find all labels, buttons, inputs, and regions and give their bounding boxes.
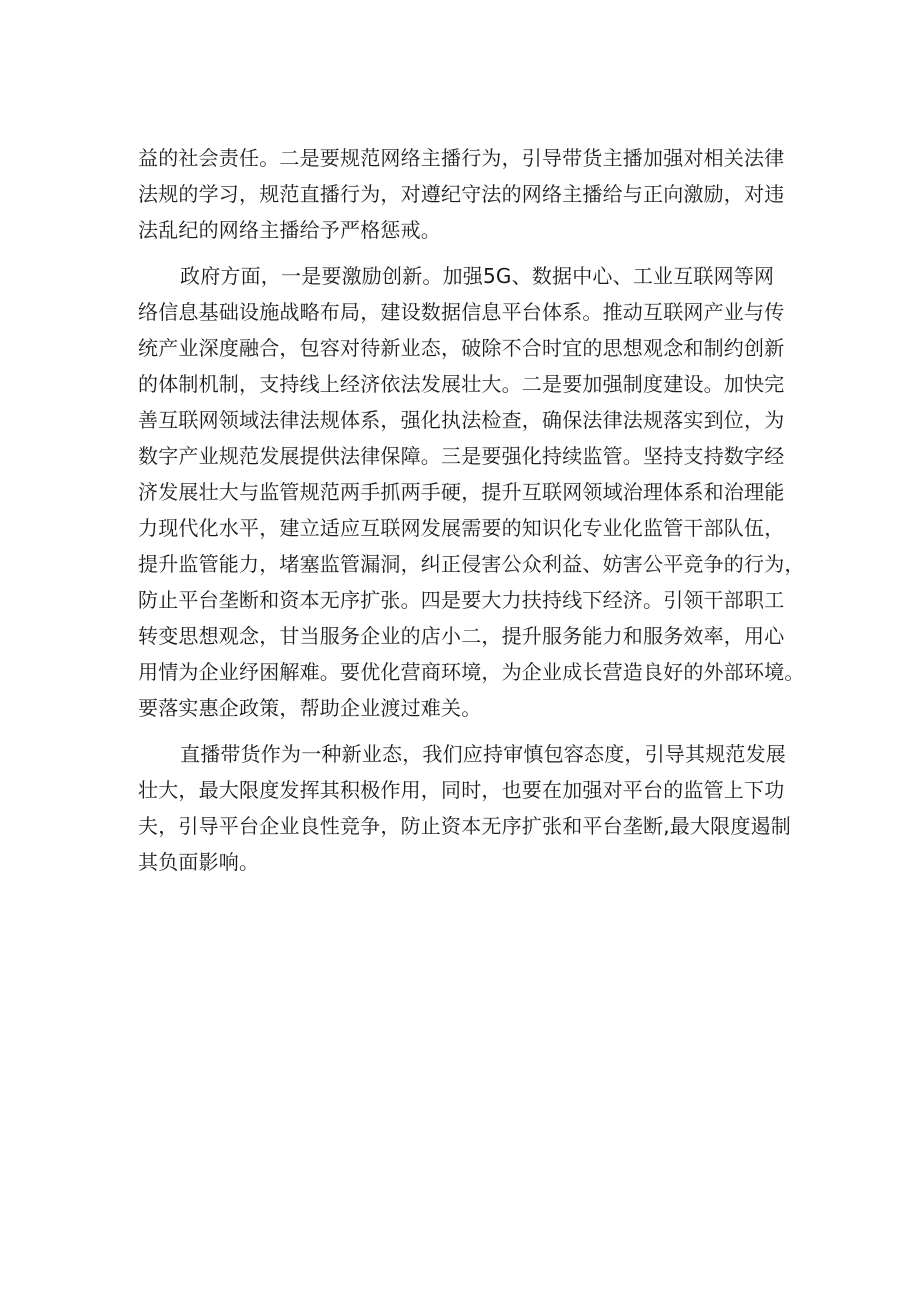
text-line: 济发展壮大与监管规范两手抓两手硬，提升互联网领域治理体系和治理能 xyxy=(138,480,785,504)
text-line: 夫，引导平台企业良性竞争，防止资本无序扩张和平台垄断,最大限度遏制 xyxy=(138,814,791,838)
text-line: 数字产业规范发展提供法律保障。三是要强化持续监管。坚持支持数字经 xyxy=(138,444,785,468)
text-line: 力现代化水平，建立适应互联网发展需要的知识化专业化监管干部队伍， xyxy=(138,516,785,540)
text-line: 防止平台垄断和资本无序扩张。四是要大力扶持线下经济。引领干部职工 xyxy=(138,588,785,612)
paragraph-1 xyxy=(138,140,798,248)
text-line: 统产业深度融合，包容对待新业态，破除不合时宜的思想观念和制约创新 xyxy=(138,336,785,360)
text-line: 要落实惠企政策，帮助企业渡过难关。 xyxy=(138,696,482,720)
document-body xyxy=(138,140,805,880)
paragraph-2 xyxy=(138,258,805,726)
text-line: 政府方面，一是要激励创新。加强5G、数据中心、工业互联网等网 xyxy=(180,264,775,288)
text-line: 善互联网领域法律法规体系，强化执法检查，确保法律法规落实到位，为 xyxy=(138,408,785,432)
text-line: 法乱纪的网络主播给予严格惩戒。 xyxy=(138,218,441,242)
text-line: 直播带货作为一种新业态，我们应持审慎包容态度，引导其规范发展 xyxy=(180,742,786,766)
text-line: 络信息基础设施战略布局，建设数据信息平台体系。推动互联网产业与传 xyxy=(138,300,785,324)
text-line: 用情为企业纾困解难。要优化营商环境，为企业成长营造良好的外部环境。 xyxy=(138,660,805,684)
text-line: 提升监管能力，堵塞监管漏洞，纠正侵害公众利益、妨害公平竞争的行为， xyxy=(138,552,805,576)
text-line: 壮大，最大限度发挥其积极作用，同时，也要在加强对平台的监管上下功 xyxy=(138,778,785,802)
text-line: 其负面影响。 xyxy=(138,850,260,874)
text-line: 法规的学习，规范直播行为，对遵纪守法的网络主播给与正向激励，对违 xyxy=(138,182,785,206)
text-line: 益的社会责任。二是要规范网络主播行为，引导带货主播加强对相关法律 xyxy=(138,146,785,170)
paragraph-3 xyxy=(138,736,798,880)
text-line: 的体制机制，支持线上经济依法发展壮大。二是要加强制度建设。加快完 xyxy=(138,372,785,396)
text-line: 转变思想观念，甘当服务企业的店小二，提升服务能力和服务效率，用心 xyxy=(138,624,785,648)
